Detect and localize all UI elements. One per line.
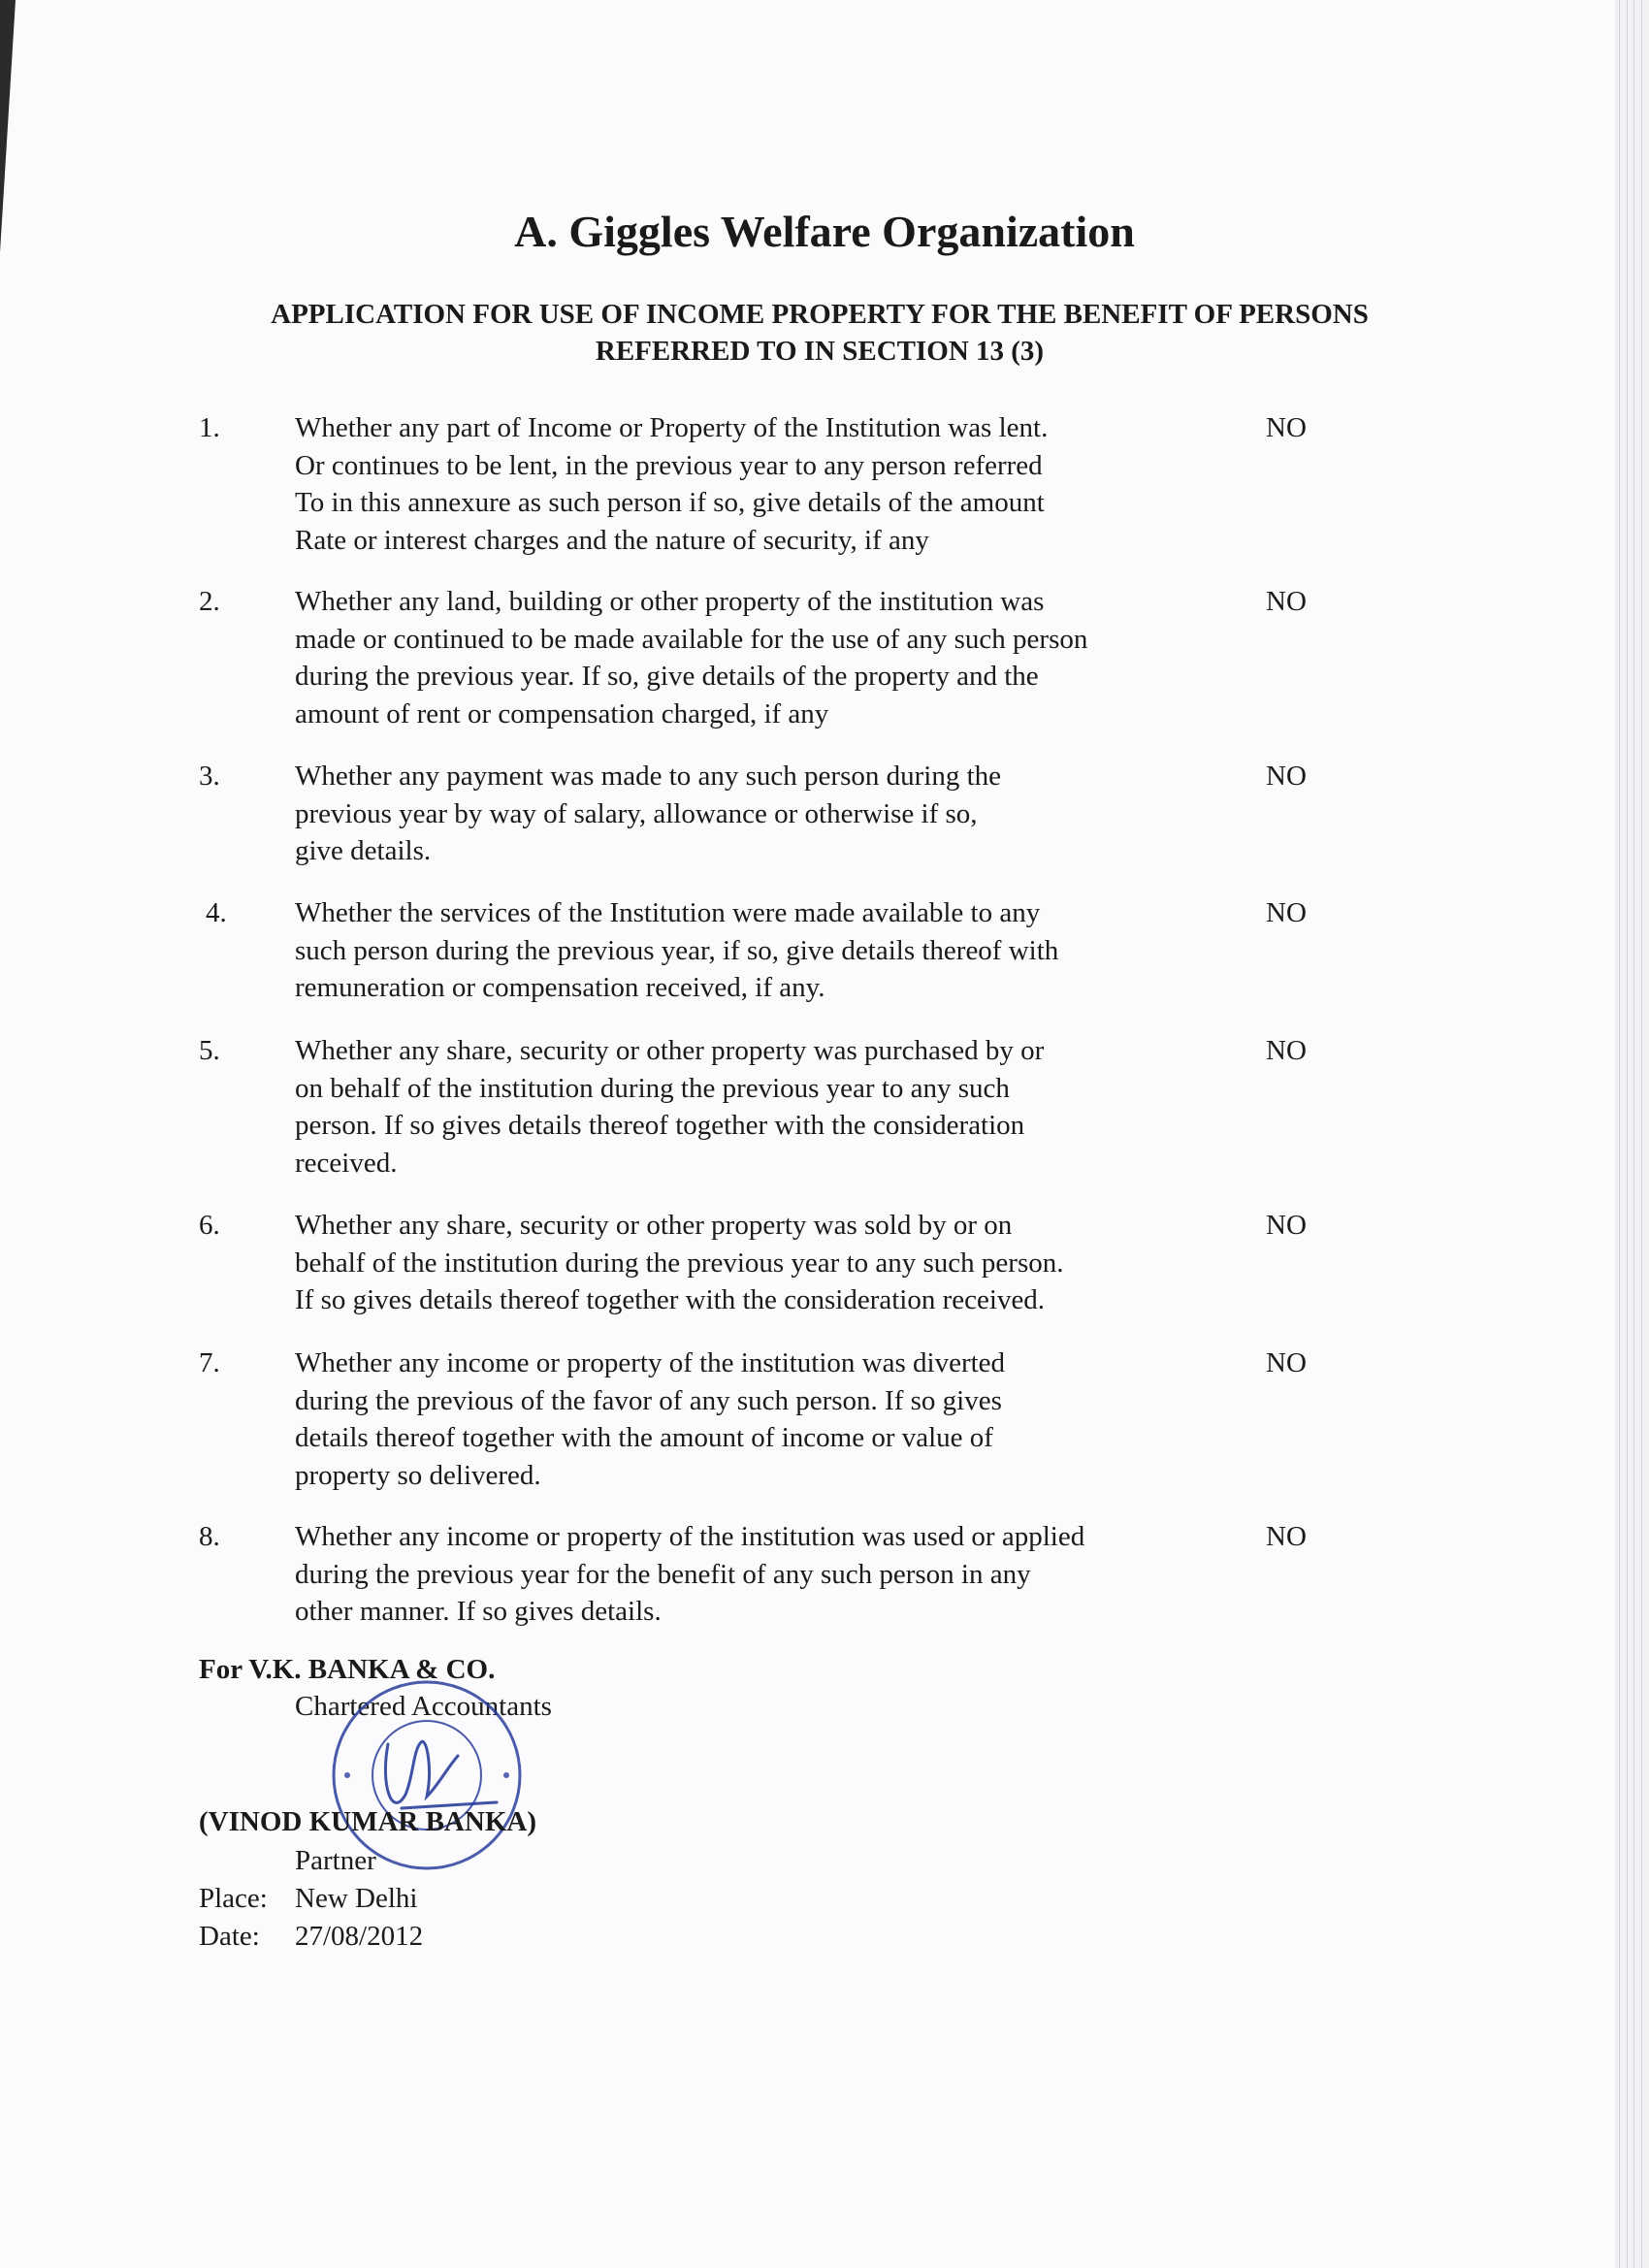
item-line: Whether any income or property of the institution was used or applied [295,1521,1085,1552]
item-answer: NO [1266,586,1307,617]
item-text [295,1345,1216,1494]
item-text [295,583,1216,732]
item-number: 2. [199,586,220,617]
item-answer: NO [1266,1347,1307,1378]
item-number: 3. [199,761,220,792]
item-line: Whether any share, security or other property was purchased by or [295,1035,1045,1066]
item-number: 5. [199,1035,220,1066]
item-line: property so delivered. [295,1459,541,1491]
organization-title: A. Giggles Welfare Organization [514,207,1135,256]
partner-name: (VINOD KUMAR BANKA) [199,1806,536,1837]
item-line: made or continued to be made available for the use of any such person [295,623,1088,655]
item-line: behalf of the institution during the previous year to any such person. [295,1247,1064,1279]
place-label: Place: [199,1883,268,1914]
item-line: Rate or interest charges and the nature of security, if any [295,524,929,556]
item-number: 4. [206,897,227,928]
seal-stars [344,1772,509,1778]
partner-role: Partner [295,1845,376,1876]
item-answer: NO [1266,761,1307,792]
item-text [295,894,1216,1007]
item-text [295,1032,1216,1182]
item-number: 1. [199,412,220,443]
firm-name: For V.K. BANKA & CO. [199,1654,496,1685]
form-subtitle: APPLICATION FOR USE OF INCOME PROPERTY FOR THE BENEFIT OF PERSONS REFERRED TO IN SECTION 13 (3) [271,299,1369,367]
item-line: previous year by way of salary, allowance or otherwise if so, [295,797,978,829]
item-line: during the previous year. If so, give details of the property and the [295,661,1039,692]
item-line: Whether any payment was made to any such person during the [295,761,1002,792]
item-line: other manner. If so gives details. [295,1596,662,1627]
item-number: 6. [199,1210,220,1241]
item-line: during the previous of the favor of any such person. If so gives [295,1384,1002,1416]
date-value: 27/08/2012 [295,1921,424,1952]
item-number: 7. [199,1347,220,1378]
item-line: such person during the previous year, if so, give details thereof with [295,934,1059,966]
seal-ring [334,1682,520,1868]
item-text [295,409,1216,559]
item-answer: NO [1266,1210,1307,1241]
item-line: during the previous year for the benefit of any such person in any [295,1558,1031,1590]
item-text [295,1518,1216,1631]
item-line: person. If so gives details thereof together with the consideration [295,1110,1025,1141]
item-line: on behalf of the institution during the previous year to any such [295,1072,1010,1104]
item-line: amount of rent or compensation charged, if any [295,697,829,729]
item-line: Whether any part of Income or Property of the Institution was lent. [295,412,1049,443]
item-line: To in this annexure as such person if so, give details of the amount [295,487,1045,518]
item-line: received. [295,1147,398,1179]
item-answer: NO [1266,897,1307,928]
item-answer: NO [1266,412,1307,443]
item-text [295,758,1216,870]
item-line: Whether any income or property of the institution was diverted [295,1347,1006,1378]
item-line: details thereof together with the amount of income or value of [295,1422,993,1453]
item-line: give details. [295,835,432,866]
item-line: Whether any share, security or other property was sold by or on [295,1210,1013,1241]
item-line: Or continues to be lent, in the previous year to any person referred [295,449,1043,481]
item-answer: NO [1266,1035,1307,1066]
handwritten-signature [385,1741,497,1808]
item-text [295,1207,1216,1319]
item-line: Whether the services of the Institution were made available to any [295,897,1041,928]
item-line: If so gives details thereof together with the consideration received. [295,1284,1046,1315]
page-stack-edge [1615,0,1649,2268]
item-answer: NO [1266,1521,1307,1552]
item-line: Whether any land, building or other property of the institution was [295,586,1045,617]
place-value: New Delhi [295,1883,418,1914]
item-line: remuneration or compensation received, if any. [295,972,825,1003]
firm-subtitle: Chartered Accountants [295,1691,552,1722]
date-label: Date: [199,1921,260,1952]
item-number: 8. [199,1521,220,1552]
